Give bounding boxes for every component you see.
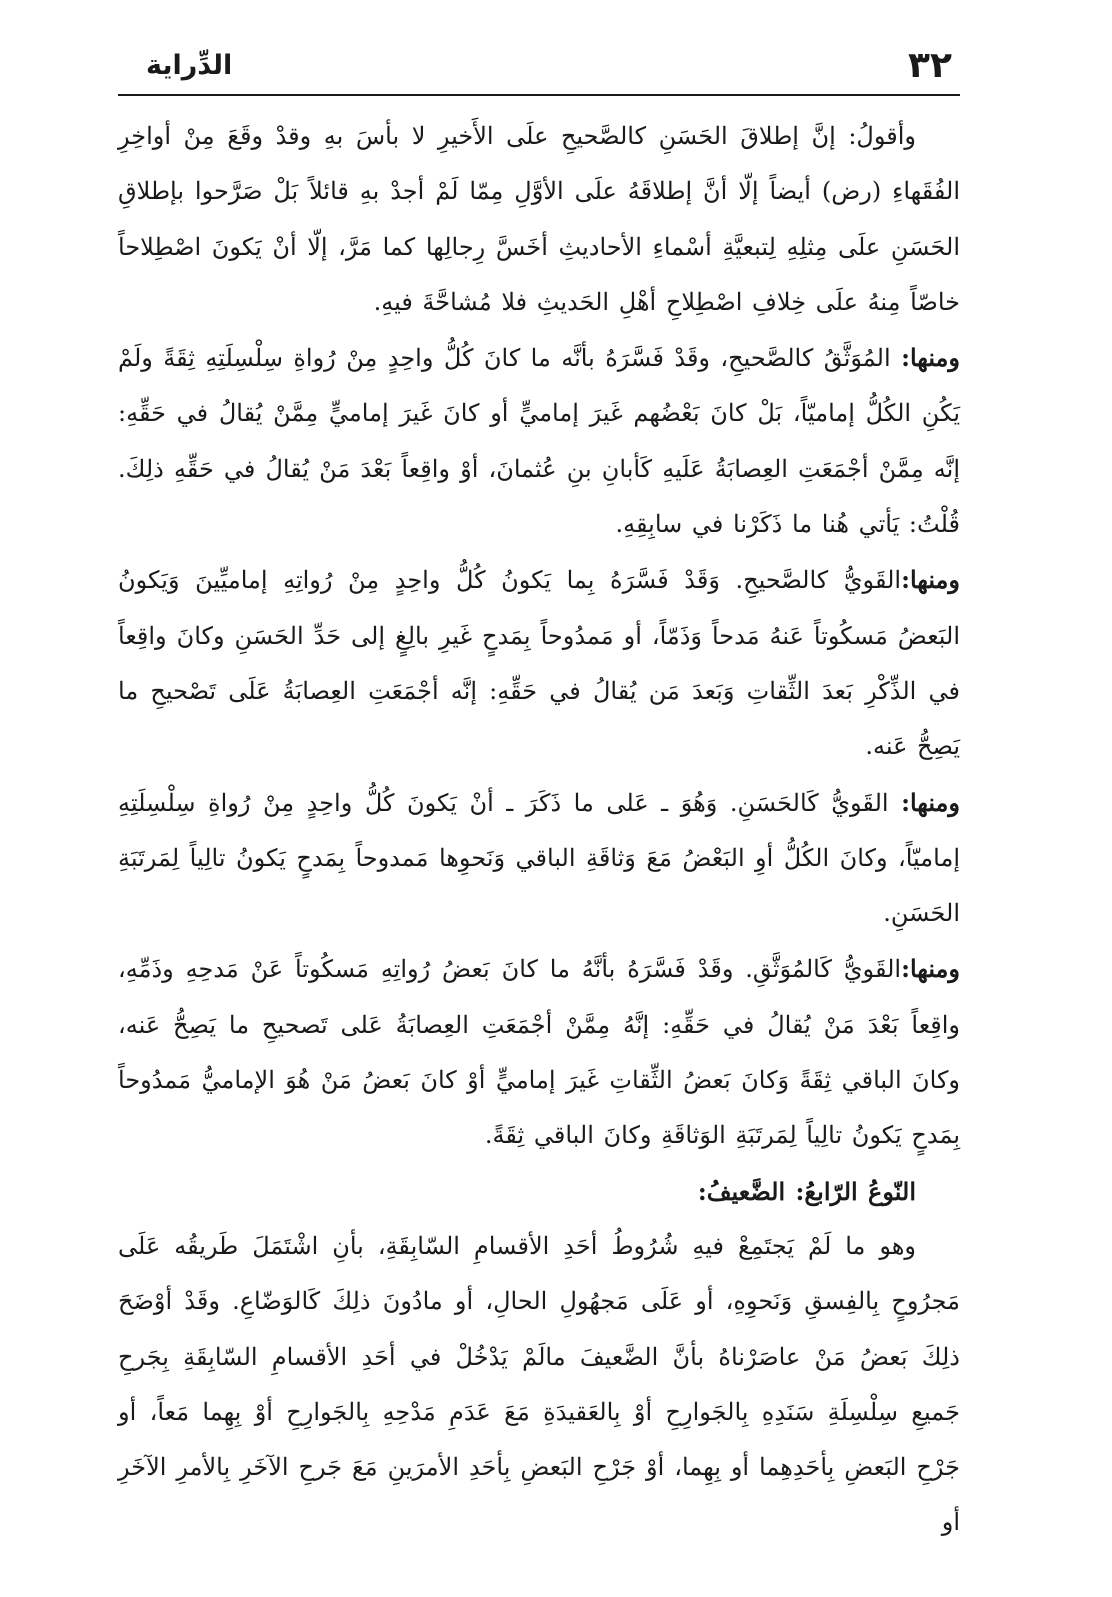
section-heading: النّوعُ الرّابعُ: الضَّعيفُ: bbox=[697, 1176, 916, 1206]
text-body bbox=[118, 108, 960, 1551]
paragraph-4 bbox=[118, 775, 960, 942]
paragraph-2 bbox=[118, 330, 960, 552]
page-number: ٣٢ bbox=[908, 44, 952, 86]
paragraph-1 bbox=[118, 108, 960, 330]
paragraph-3 bbox=[118, 552, 960, 774]
paragraph-text: القَويُّ كَالمُوَثَّقِ. وقَدْ فَسَّرَهُ بأنَّهُ ما كانَ بَعضُ رُواتِهِ مَسكُوتاً عَنْ مَدحِهِ وذَمِّهِ، واقِعاً بَعْدَ مَنْ يُقالُ في حَقِّهِ: إنَّهُ مِمَّنْ أجْمَعَتِ العِصابَةُ عَلى تَصحيحِ ما يَصِحُّ عَنه، وكانَ الباقي ثِقَةً وَكانَ بَعضُ الثِّقاتِ غَيرَ إماميٍّ أوْ كانَ بَعضُ مَنْ هُوَ الإماميُّ مَمدُوحاً بِمَدحٍ يَكونُ تالِياً لِمَرتَبَةِ الوَثاقَةِ وكانَ الباقي ثِقَةً. bbox=[118, 955, 960, 1150]
paragraph-text: القَويُّ كَالحَسَنِ. وَهُوَ ـ عَلى ما ذَكَرَ ـ أنْ يَكونَ كُلُّ واحِدٍ مِنْ رُواةِ سِلْسِلَتِهِ إماميّاً، وكانَ الكُلُّ أوِ البَعْضُ مَعَ وَثاقَةِ الباقي وَنَحوِها مَمدوحاً بِمَدحٍ يَكونُ تالِياً لِمَرتَبَةِ الحَسَنِ. bbox=[118, 788, 960, 928]
paragraph-text: المُوَثَّقُ كالصَّحيحِ، وقَدْ فَسَّرَهُ بأنَّه ما كانَ كُلُّ واحِدٍ مِنْ رُواةِ سِلْسِلَتِهِ ثِقَةً ولَمْ يَكُنِ الكُلُّ إماميّاً، بَلْ كانَ بَعْضُهم غَيرَ إماميٍّ أو كانَ غَيرَ إماميٍّ مِمَّنْ يُقالُ في حَقِّهِ: إنَّه مِمَّنْ أجْمَعَتِ العِصابَةُ عَلَيهِ كَأبانِ بنِ عُثمانَ، أوْ واقِعاً بَعْدَ مَنْ يُقالُ في حَقِّهِ ذلِكَ. قُلْتُ: يَأتي هُنا ما ذَكَرْنا في سابِقِهِ. bbox=[118, 344, 961, 539]
paragraph-lead: ومنها: bbox=[901, 343, 960, 373]
paragraph-text: وأقولُ: إنَّ إطلاقَ الحَسَنِ كالصَّحيحِ علَى الأَخيرِ لا بأسَ بهِ وقدْ وقَعَ مِنْ أواخِرِ الفُقَهاءِ (رض) أيضاً إلّا أنَّ إطلاقَهُ علَى الأوَّلِ مِمّا لَمْ أجدْ بهِ قائلاً بَلْ صَرَّحوا بإطلاقِ الحَسَنِ علَى مِثلِهِ لِتبعيَّةِ أسْماءِ الأحاديثِ أخَسَّ رِجالِها كما مَرَّ، إلّا أنْ يَكونَ اصْطِلاحاً خاصّاً مِنهُ علَى خِلافِ اصْطِلاحِ أهْلِ الحَديثِ فلا مُشاحَّةَ فيهِ. bbox=[118, 122, 960, 316]
paragraph-5 bbox=[118, 941, 960, 1163]
paragraph-text: القَويُّ كالصَّحيحِ. وَقَدْ فَسَّرَهُ بِما يَكونُ كُلُّ واحِدٍ مِنْ رُواتِهِ إماميِّينَ وَيَكونُ البَعضُ مَسكُوتاً عَنهُ مَدحاً وَذَمّاً، أو مَمدُوحاً بِمَدحٍ غَيرِ بالِغٍ إلى حَدِّ الحَسَنِ وكانَ واقِعاً في الذِّكْرِ بَعدَ الثِّقاتِ وَبَعدَ مَن يُقالُ في حَقِّهِ: إنَّه أجْمَعَتِ العِصابَةُ عَلَى تَصْحيحِ ما يَصِحُّ عَنه. bbox=[118, 566, 960, 761]
paragraph-lead: ومنها: bbox=[901, 565, 960, 595]
running-title: الدِّراية bbox=[146, 49, 233, 81]
running-header bbox=[118, 34, 960, 96]
paragraph-lead: ومنها: bbox=[901, 954, 960, 984]
final-paragraph: وهو ما لَمْ يَجتَمِعْ فيهِ شُرُوطُ أحَدِ الأقسامِ السّابِقَةِ، بأنِ اشْتَمَلَ طَريقُه عَلَى مَجرُوحٍ بِالفِسقِ وَنَحوِهِ، أو عَلَى مَجهُولِ الحالِ، أو مادُونَ ذلِكَ كَالوَضّاعِ. وقَدْ أوْضَحَ ذلِكَ بَعضُ مَنْ عاصَرْناهُ بأنَّ الضَّعيفَ مالَمْ يَدْخُلْ في أحَدِ الأقسامِ السّابِقَةِ بِجَرحِ جَميعِ سِلْسِلَةِ سَنَدِهِ بِالجَوارِحِ أوْ بِالعَقيدَةِ مَعَ عَدَمِ مَدْحِهِ بِالجَوارِحِ أوْ بِهِما مَعاً، أو جَرْحِ البَعضِ بِأحَدِهِما أو بِهِما، أوْ جَرْحِ البَعضِ بِأحَدِ الأمرَينِ مَعَ جَرحِ الآخَرِ بِالأمرِ الآخَرِ أو bbox=[118, 1231, 960, 1537]
paragraph-lead: ومنها: bbox=[901, 787, 960, 817]
header-rule bbox=[118, 94, 960, 96]
